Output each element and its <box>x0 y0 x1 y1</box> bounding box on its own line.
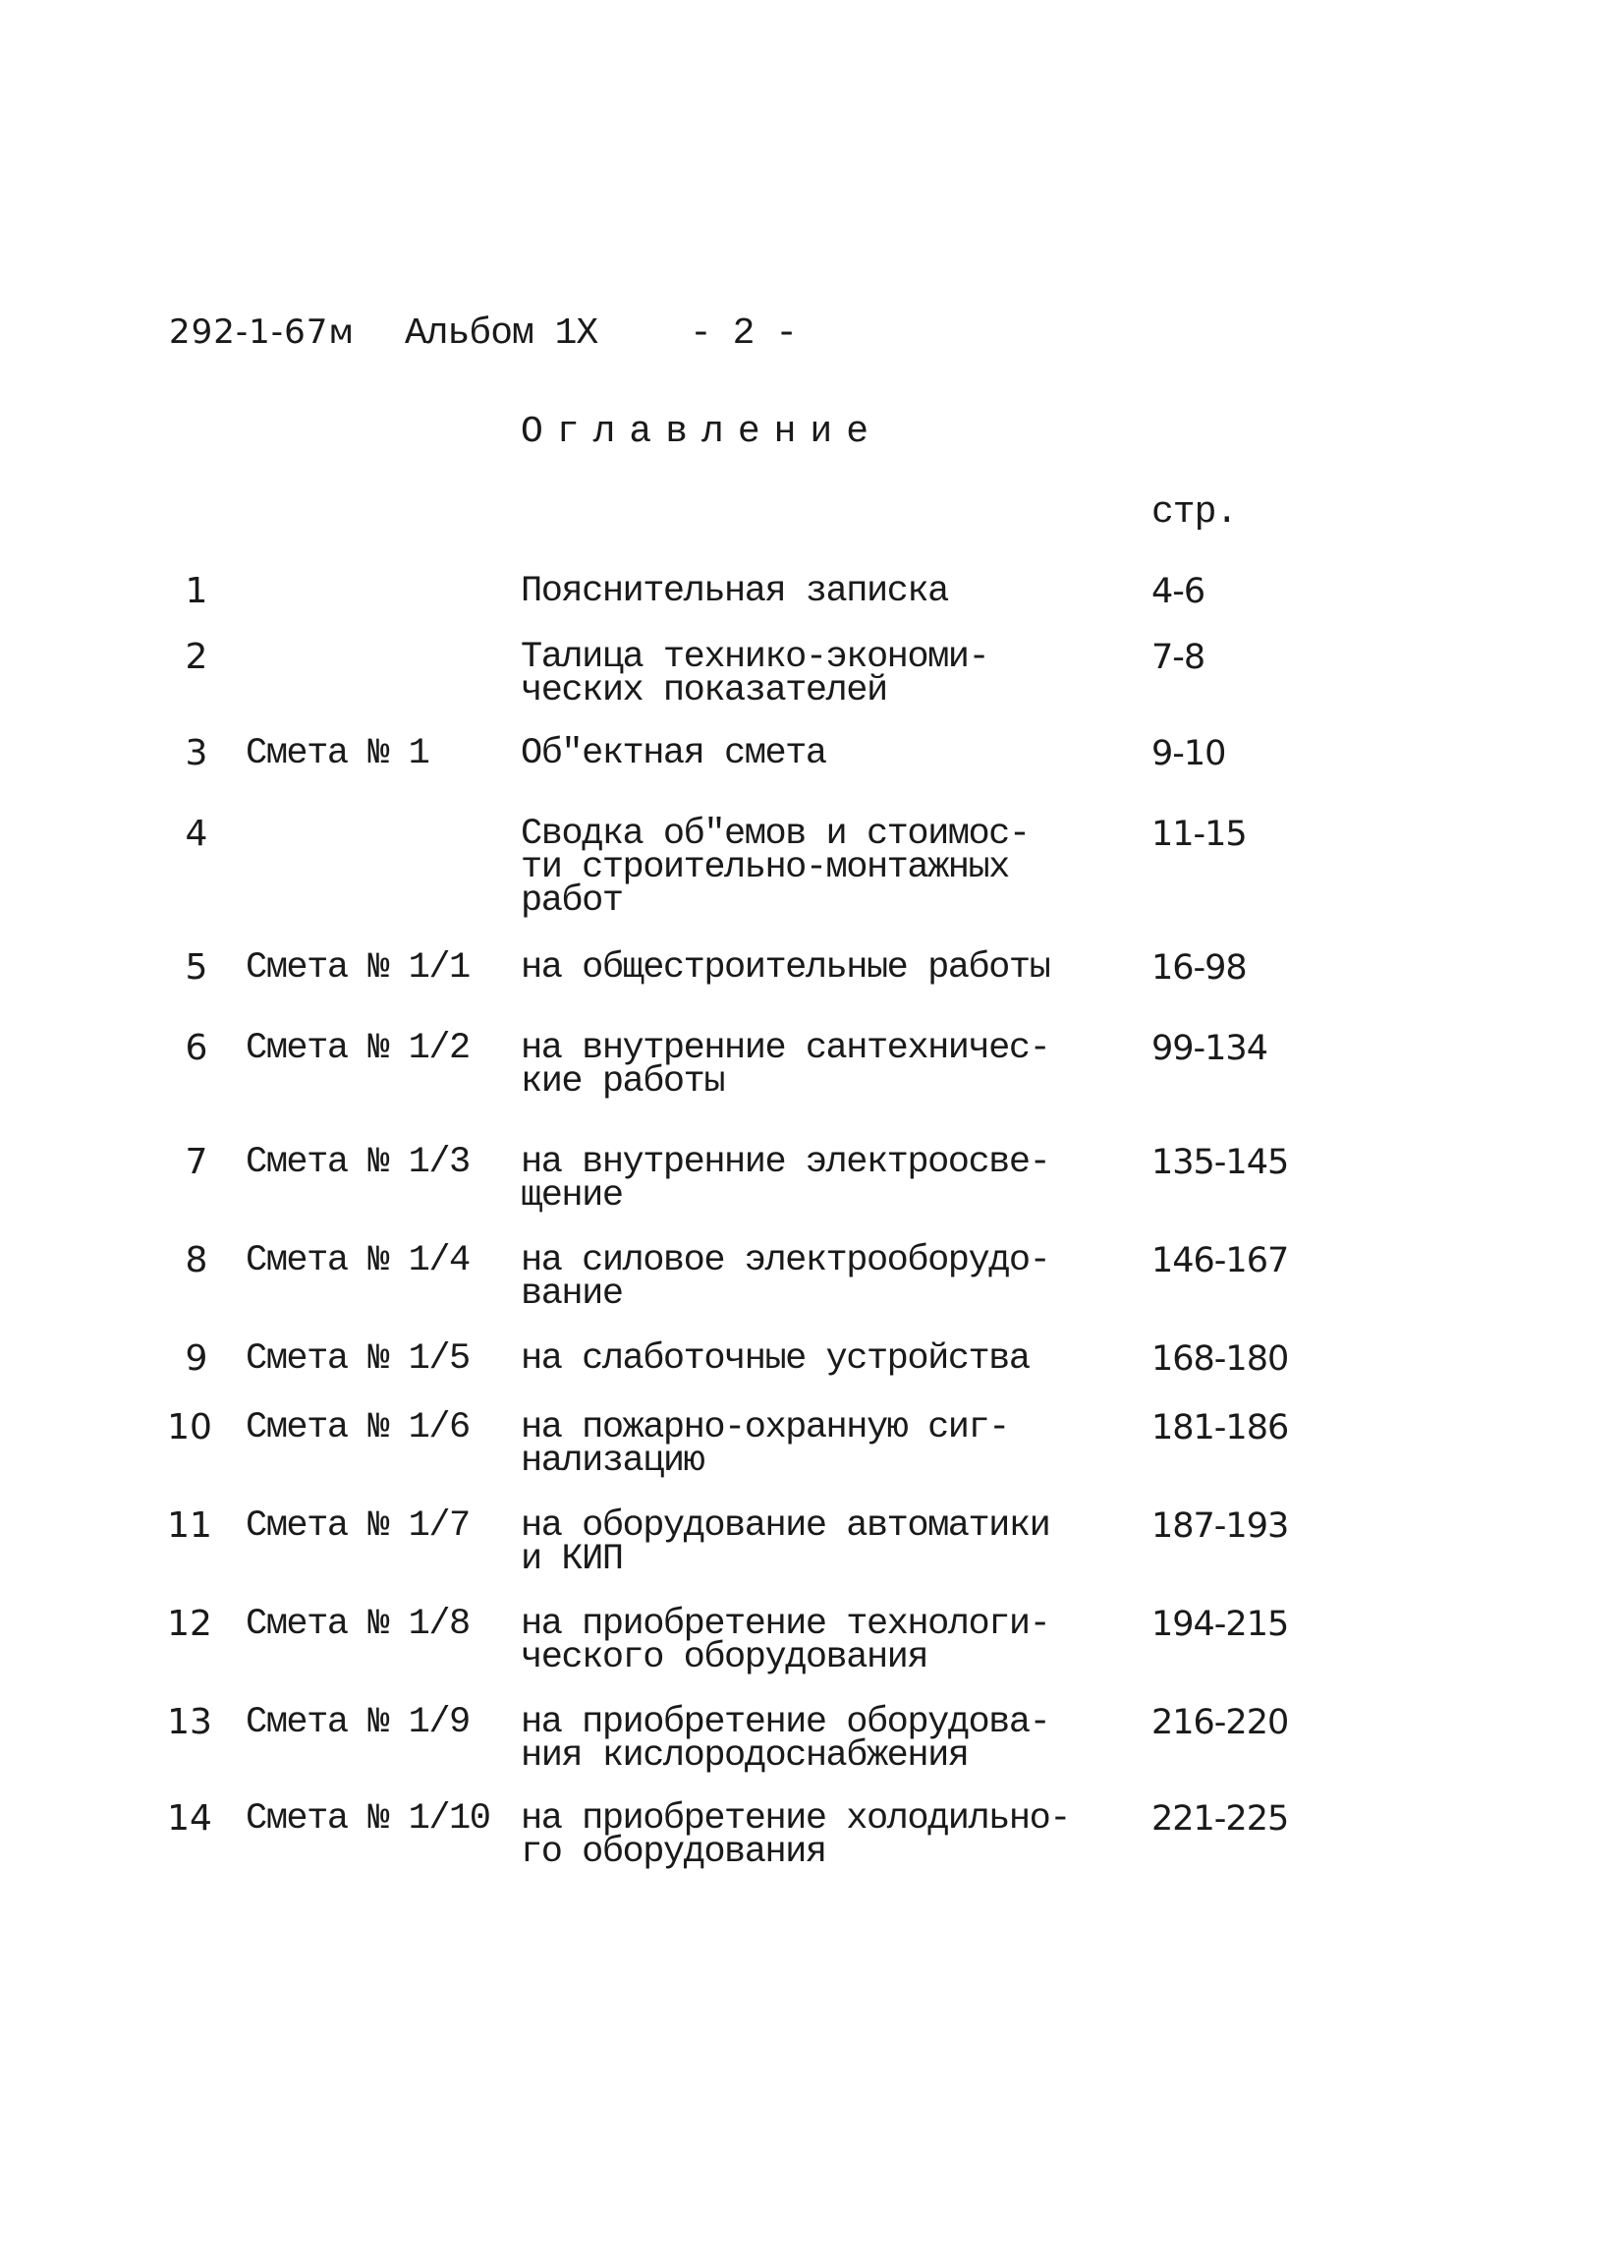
entry-number: 8 <box>185 1240 208 1280</box>
entry-description: на приобретение холодильно- го оборудования <box>521 1798 1070 1873</box>
entry-number: 9 <box>185 1338 208 1379</box>
entry-pages: 187-193 <box>1151 1506 1289 1546</box>
entry-estimate: Смета № 1/9 <box>246 1702 470 1743</box>
entry-description: Об"ектная смета <box>521 733 826 774</box>
entry-estimate: Смета № 1/8 <box>246 1604 470 1645</box>
entry-pages: 11-15 <box>1151 815 1247 854</box>
entry-pages: 9-10 <box>1151 734 1226 773</box>
entry-number: 12 <box>167 1604 212 1644</box>
entry-description: Пояснительная записка <box>521 571 948 612</box>
entry-description: на слаботочные устройства <box>521 1338 1030 1380</box>
entry-description: на пожарно-охранную сиг- нализацию <box>521 1407 1009 1482</box>
entry-estimate: Смета № 1/4 <box>246 1240 470 1281</box>
entry-description: на общестроительные работы <box>521 947 1050 989</box>
entry-number: 3 <box>185 733 208 773</box>
page-title: Оглавление <box>521 411 883 453</box>
entry-number: 6 <box>185 1028 208 1068</box>
entry-description: Талица технико-экономи- ческих показателей <box>521 637 989 711</box>
entry-estimate: Смета № 1/6 <box>246 1407 470 1448</box>
entry-estimate: Смета № 1/2 <box>246 1028 470 1069</box>
entry-estimate: Смета № 1/1 <box>246 947 470 989</box>
entry-estimate: Смета № 1/10 <box>246 1798 490 1840</box>
entry-number: 10 <box>167 1407 212 1447</box>
entry-pages: 146-167 <box>1151 1241 1289 1280</box>
entry-estimate: Смета № 1/7 <box>246 1505 470 1547</box>
entry-number: 2 <box>185 637 208 677</box>
entry-pages: 16-98 <box>1151 948 1247 988</box>
entry-pages: 99-134 <box>1151 1029 1267 1068</box>
entry-description: на внутренние сантехничес- кие работы <box>521 1028 1050 1103</box>
entry-pages: 181-186 <box>1151 1408 1289 1447</box>
entry-pages: 216-220 <box>1151 1703 1289 1742</box>
entry-pages: 4-6 <box>1151 572 1205 611</box>
entry-pages: 221-225 <box>1151 1799 1289 1839</box>
entry-number: 11 <box>167 1505 212 1546</box>
entry-estimate: Смета № 1/3 <box>246 1142 470 1183</box>
entry-description: на приобретение оборудова- ния кислородоснабжения <box>521 1702 1050 1777</box>
entry-number: 4 <box>185 814 208 854</box>
entry-number: 13 <box>167 1702 212 1742</box>
pages-column-label: стр. <box>1151 491 1238 534</box>
entry-description: на оборудование автоматики и КИП <box>521 1505 1050 1580</box>
entry-number: 14 <box>167 1798 212 1839</box>
entry-number: 7 <box>185 1142 208 1182</box>
entry-pages: 135-145 <box>1151 1143 1289 1182</box>
entry-pages: 7-8 <box>1151 638 1205 677</box>
page-number: - 2 - <box>690 312 798 355</box>
entry-pages: 168-180 <box>1151 1339 1289 1379</box>
entry-description: на внутренние электроосве- щение <box>521 1142 1050 1217</box>
album-label: Альбом 1Х <box>405 312 598 355</box>
entry-description: на силовое электрооборудо- вание <box>521 1240 1050 1315</box>
entry-description: Сводка об"емов и стоимос- ти строительно-монтажных работ <box>521 814 1030 922</box>
document-code: 292-1-67м <box>169 312 355 352</box>
entry-number: 5 <box>185 947 208 988</box>
entry-pages: 194-215 <box>1151 1605 1289 1644</box>
entry-estimate: Смета № 1/5 <box>246 1338 470 1380</box>
entry-description: на приобретение технологи- ческого оборудования <box>521 1604 1050 1678</box>
entry-number: 1 <box>185 571 208 611</box>
entry-estimate: Смета № 1 <box>246 733 429 774</box>
